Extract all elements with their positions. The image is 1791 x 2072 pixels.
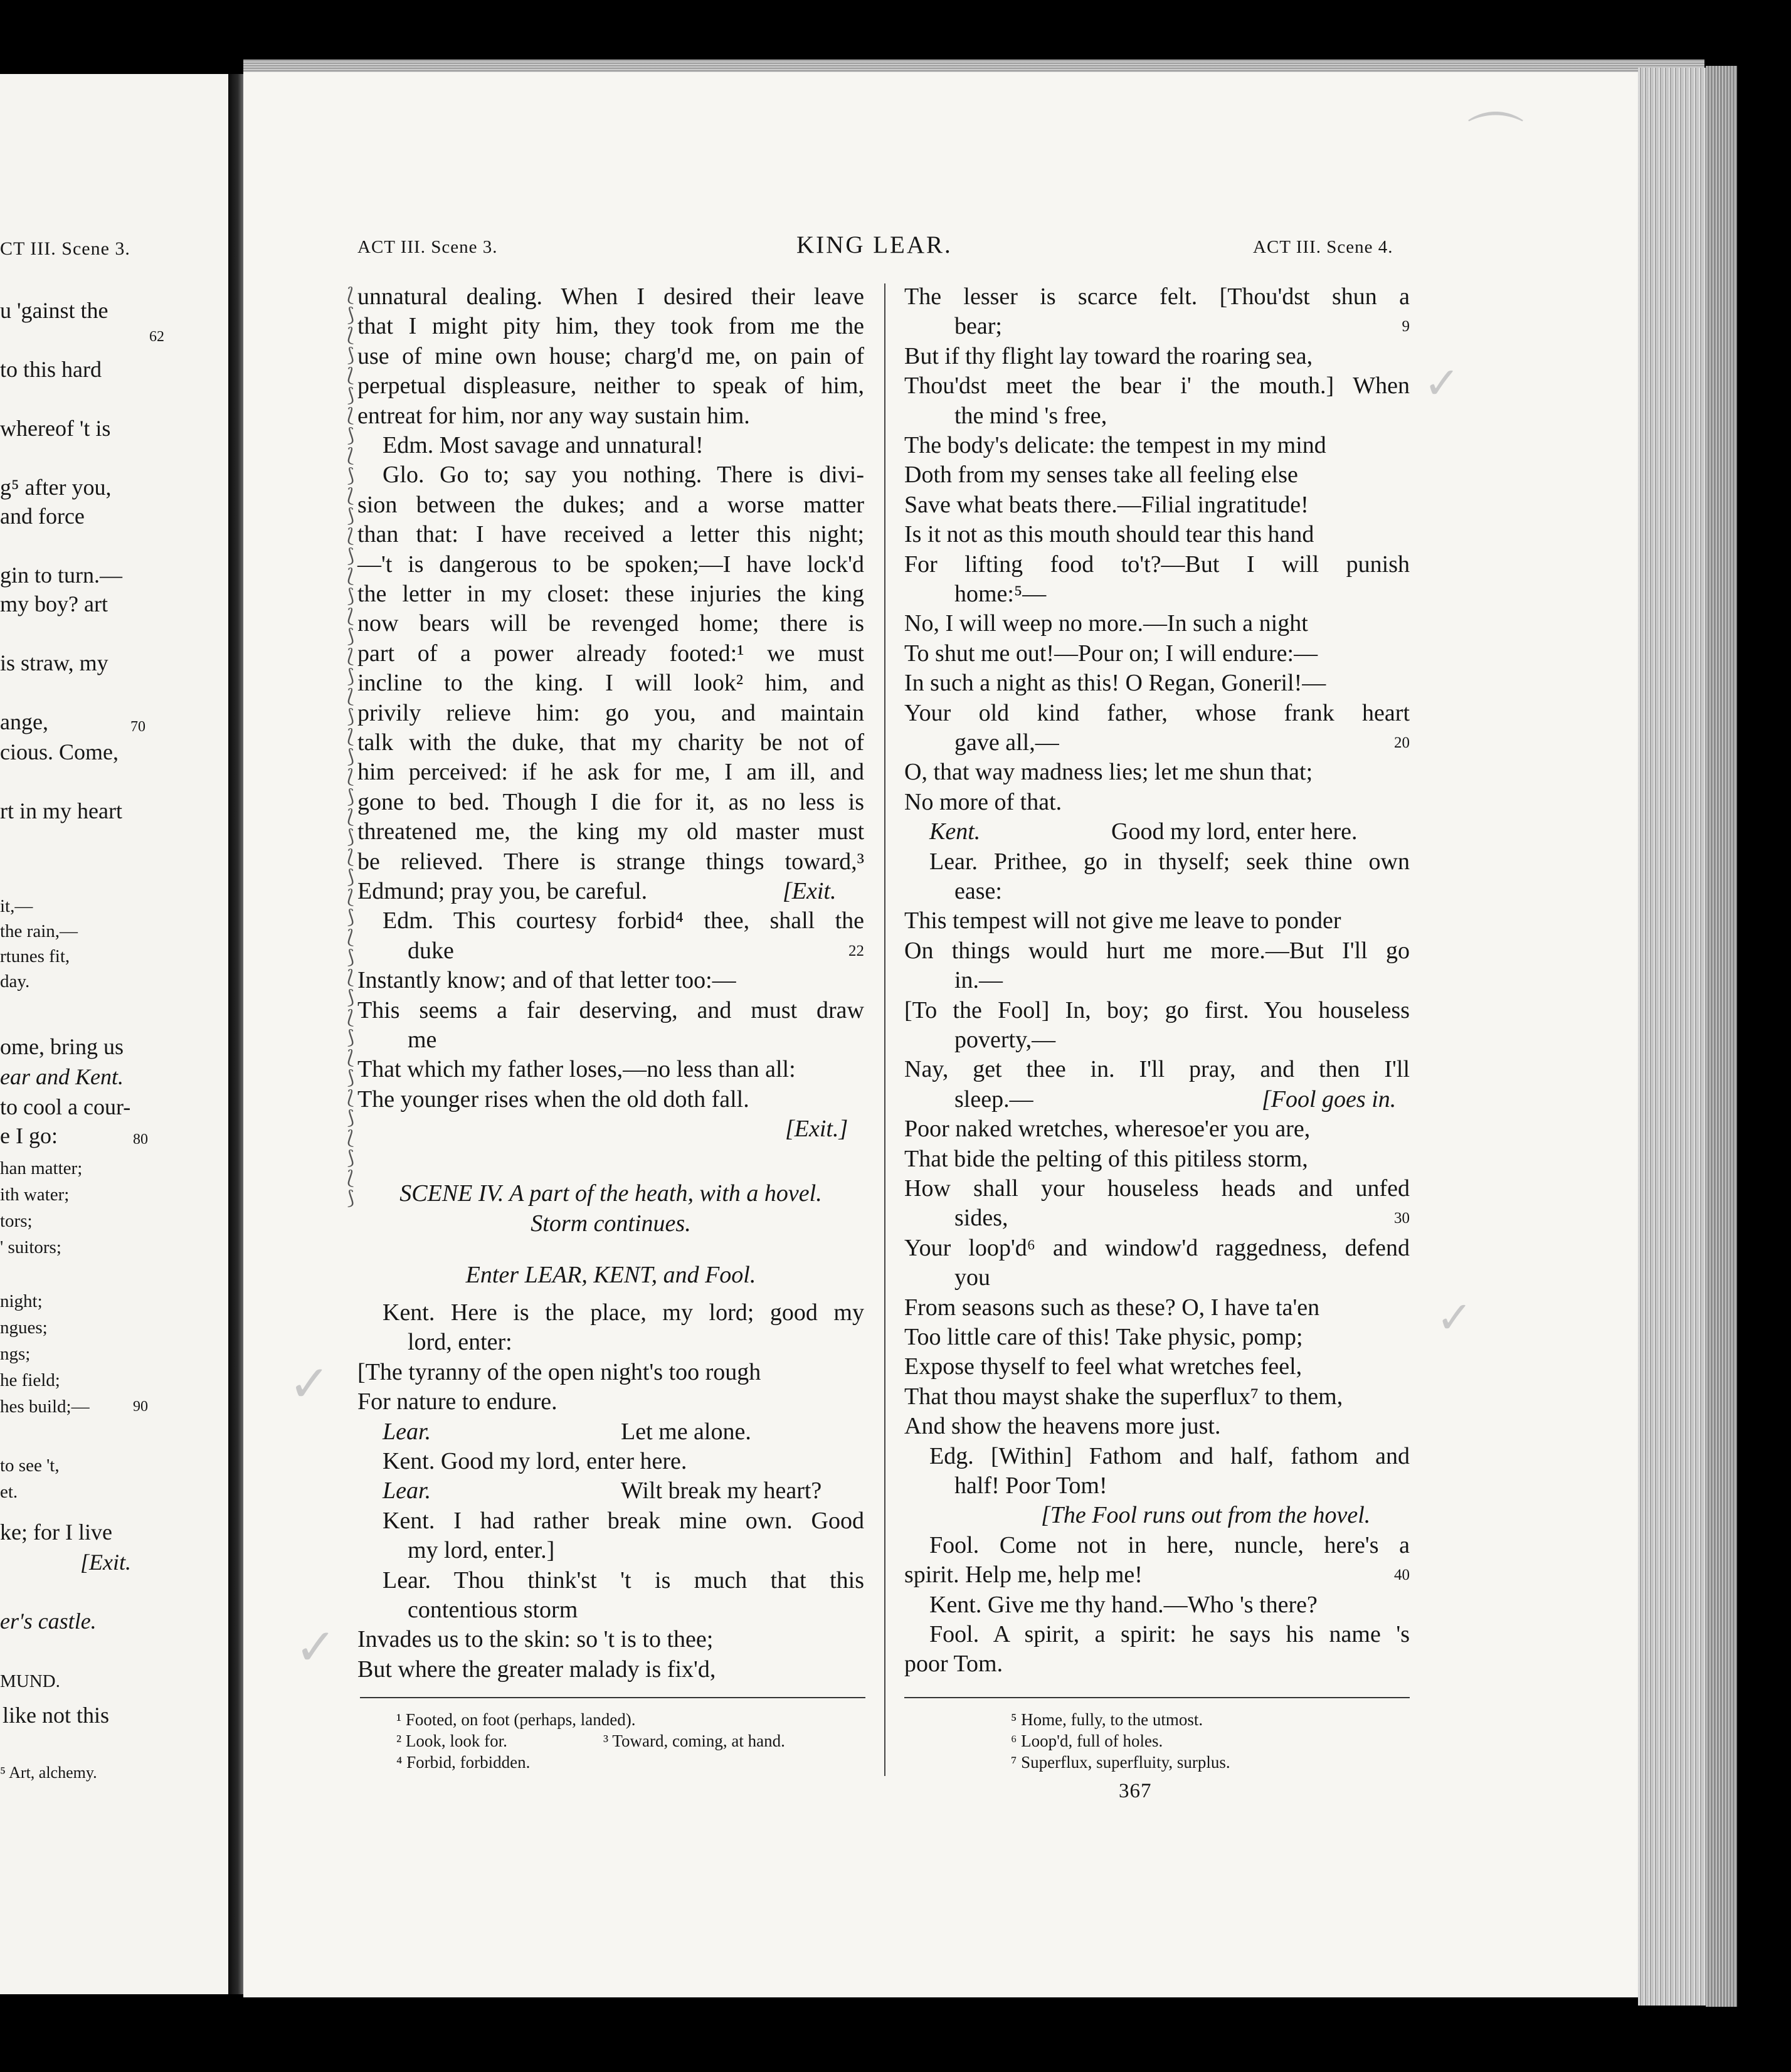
text-line: Nay, get thee in. I'll pray, and then I'll: [904, 1056, 1410, 1083]
text-line: Expose thyself to feel what wretches feel,: [904, 1353, 1302, 1380]
pencil-mark: ⌒: [1467, 107, 1524, 173]
left-line: MUND.: [0, 1671, 60, 1691]
text-line: Kent. Give me thy hand.—Who 's there?: [929, 1591, 1318, 1618]
stage-direction: [Fool goes in.: [1262, 1086, 1397, 1113]
text-line: in.—: [954, 967, 1003, 994]
text-line: me: [408, 1027, 437, 1053]
text-line: Invades us to the skin: so 't is to thee;: [357, 1626, 714, 1653]
line-number: 9: [1402, 318, 1410, 336]
text-line: Glo. Go to; say you nothing. There is divi-: [383, 462, 864, 489]
text-line: Kent. Good my lord, enter here.: [383, 1448, 687, 1474]
left-line: tors;: [0, 1211, 33, 1231]
text-line: bear;: [954, 313, 1002, 340]
text-line: The lesser is scarce felt. [Thou'dst shun a: [904, 283, 1410, 310]
left-line: ' suitors;: [0, 1237, 61, 1257]
text-line: Edg. [Within] Fathom and half, fathom and: [929, 1442, 1410, 1469]
left-line: ith water;: [0, 1185, 70, 1205]
scene-heading: Storm continues.: [531, 1210, 691, 1237]
text-line: That which my father loses,—no less than all:: [357, 1056, 796, 1083]
pencil-check-icon: ✓: [295, 1618, 337, 1676]
text-line: This seems a fair deserving, and must draw: [357, 996, 864, 1023]
text-line: That thou mayst shake the superflux⁷ to them,: [904, 1383, 1343, 1410]
text-line: threatened me, the king my old master must: [357, 818, 864, 845]
text-line: Doth from my senses take all feeling else: [904, 462, 1298, 489]
left-line: to this hard: [0, 357, 102, 382]
left-line: ange,: [0, 709, 48, 734]
left-line: et.: [0, 1482, 18, 1502]
left-line: it,—: [0, 896, 33, 916]
text-line: the mind 's free,: [954, 402, 1107, 429]
left-line-number: 90: [133, 1398, 148, 1415]
left-line: like not this: [3, 1703, 109, 1728]
left-line: ear and Kent.: [0, 1064, 124, 1089]
text-line: than that: I have received a letter this night;: [357, 521, 864, 548]
text-line: For lifting food to't?—But I will punish: [904, 551, 1410, 578]
pencil-check-icon: ✓: [1436, 1292, 1473, 1343]
left-line: u 'gainst the: [0, 298, 108, 323]
footnote: ² Look, look for.: [396, 1731, 507, 1750]
text-line: Edm. This courtesy forbid⁴ thee, shall the: [383, 907, 864, 934]
left-line: day.: [0, 971, 30, 991]
text-line: sleep.—: [954, 1086, 1033, 1113]
text-line: poverty,—: [954, 1027, 1056, 1053]
text-line: Fool. Come not in here, nuncle, here's a: [929, 1531, 1410, 1558]
line-number: 22: [848, 942, 864, 959]
text-line: Let me alone.: [621, 1418, 751, 1445]
text-line: gone to bed. Though I die for it, as no less is: [357, 788, 864, 815]
line-number: 20: [1394, 734, 1410, 751]
text-line: From seasons such as these? O, I have ta'en: [904, 1294, 1320, 1321]
text-line: To shut me out!—Pour on; I will endure:—: [904, 640, 1318, 667]
text-line: Kent. I had rather break mine own. Good: [383, 1507, 864, 1534]
text-line: How shall your houseless heads and unfed: [904, 1175, 1410, 1202]
left-line: ngues;: [0, 1318, 48, 1338]
text-line: Edm. Most savage and unnatural!: [383, 432, 704, 458]
text-line: poor Tom.: [904, 1651, 1003, 1678]
text-line: that I might pity him, they took from me the: [357, 313, 864, 340]
cover-edge: [1706, 66, 1737, 2007]
text-line: On things would hurt me more.—But I'll go: [904, 937, 1410, 964]
text-line: incline to the king. I will look² him, and: [357, 670, 864, 697]
footnote-rule: [904, 1697, 1410, 1698]
text-line: Fool. A spirit, a spirit: he says his name 's: [929, 1621, 1410, 1647]
text-line: gave all,—: [954, 729, 1059, 756]
text-line: Instantly know; and of that letter too:—: [357, 967, 736, 994]
pencil-check-icon: ✓: [1424, 357, 1461, 409]
text-line: Edmund; pray you, be careful.: [357, 878, 648, 904]
text-line: lord, enter:: [408, 1329, 512, 1356]
text-line: be relieved. There is strange things toward,³: [357, 848, 864, 875]
text-line: The body's delicate: the tempest in my mind: [904, 432, 1326, 458]
text-line: No more of that.: [904, 788, 1062, 815]
left-line: to see 't,: [0, 1456, 60, 1476]
text-line: spirit. Help me, help me!: [904, 1562, 1143, 1588]
text-line: —'t is dangerous to be spoken;—I have lock'd: [357, 551, 864, 578]
left-line: [Exit.: [80, 1550, 131, 1575]
footnote: ⁷ Superflux, superfluity, surplus.: [1011, 1753, 1230, 1772]
page-number: 367: [1119, 1780, 1152, 1802]
text-line: Your old kind father, whose frank heart: [904, 699, 1410, 726]
left-line: hes build;—: [0, 1397, 90, 1417]
text-line: perpetual displeasure, neither to speak of him,: [357, 373, 864, 399]
text-line: duke: [408, 937, 454, 964]
text-line: This tempest will not give me leave to ponder: [904, 907, 1341, 934]
left-line: and force: [0, 504, 85, 529]
left-line: rt in my heart: [0, 798, 122, 823]
left-line: is straw, my: [0, 650, 108, 675]
text-line: sides,: [954, 1205, 1008, 1232]
text-line: entreat for him, nor any way sustain him.: [357, 402, 750, 429]
text-line: privily relieve him: go you, and maintain: [357, 699, 864, 726]
left-facing-page: [0, 74, 243, 1994]
left-line: ome, bring us: [0, 1034, 124, 1059]
text-line: ease:: [954, 878, 1002, 904]
text-line: Good my lord, enter here.: [1111, 818, 1358, 845]
text-line: the letter in my closet: these injuries the king: [357, 581, 864, 607]
text-line: Kent. Here is the place, my lord; good my: [383, 1299, 864, 1326]
text-line: [To the Fool] In, boy; go first. You houseless: [904, 996, 1410, 1023]
stage-direction: [The Fool runs out from the hovel.: [1041, 1502, 1371, 1529]
left-line: han matter;: [0, 1158, 83, 1178]
left-line: er's castle.: [0, 1609, 97, 1634]
left-line: ke; for I live: [0, 1520, 112, 1545]
text-line: But if thy flight lay toward the roaring sea,: [904, 342, 1313, 369]
text-line: For nature to endure.: [357, 1388, 557, 1415]
line-number: 40: [1394, 1567, 1410, 1584]
left-line-number: 70: [130, 719, 145, 735]
text-line: part of a power already footed:¹ we must: [357, 640, 864, 667]
left-line: my boy? art: [0, 591, 108, 616]
text-line: Save what beats there.—Filial ingratitude!: [904, 491, 1309, 518]
pencil-check-icon: ✓: [288, 1355, 331, 1413]
left-line: cious. Come,: [0, 739, 119, 764]
text-line: [The tyranny of the open night's too rough: [357, 1358, 761, 1385]
text-line: unnatural dealing. When I desired their leave: [357, 283, 864, 310]
left-line: the rain,—: [0, 921, 78, 941]
line-number: 30: [1394, 1210, 1410, 1227]
left-line: night;: [0, 1291, 43, 1311]
running-head-left: ACT III. Scene 3.: [357, 237, 498, 257]
footnote: ¹ Footed, on foot (perhaps, landed).: [396, 1710, 636, 1729]
page-top-edge: [243, 60, 1704, 73]
footnote-rule: [360, 1697, 865, 1698]
running-head-title: KING LEAR.: [796, 231, 953, 258]
speaker: Lear.: [383, 1418, 431, 1445]
footnote: ⁵ Home, fully, to the utmost.: [1011, 1710, 1203, 1729]
text-line: Is it not as this mouth should tear this hand: [904, 521, 1314, 548]
left-line: gin to turn.—: [0, 563, 122, 588]
left-line: he field;: [0, 1370, 60, 1390]
scene-heading: SCENE IV. A part of the heath, with a hovel.: [399, 1180, 822, 1207]
text-line: Lear. Prithee, go in thyself; seek thine own: [929, 848, 1410, 875]
text-line: sion between the dukes; and a worse matter: [357, 491, 864, 518]
text-line: Thou'dst meet the bear i' the mouth.] When: [904, 373, 1410, 399]
text-line: Lear. Thou think'st 't is much that this: [383, 1567, 864, 1594]
left-running-head: CT III. Scene 3.: [0, 238, 130, 259]
text-line: But where the greater malady is fix'd,: [357, 1656, 716, 1683]
left-line: ngs;: [0, 1344, 31, 1364]
text-line: talk with the duke, that my charity be not of: [357, 729, 864, 756]
text-line: In such a night as this! O Regan, Goneril!—: [904, 670, 1326, 697]
text-line: Your loop'd⁶ and window'd raggedness, defend: [904, 1234, 1410, 1261]
left-line-number: 80: [133, 1131, 148, 1148]
text-line: contentious storm: [408, 1597, 578, 1623]
text-line: my lord, enter.]: [408, 1537, 555, 1564]
text-line: Too little care of this! Take physic, pomp;: [904, 1324, 1303, 1350]
text-line: The younger rises when the old doth fall.: [357, 1086, 749, 1113]
column-divider: [884, 283, 885, 1776]
footnote: ⁶ Loop'd, full of holes.: [1011, 1731, 1163, 1750]
text-line: Poor naked wretches, wheresoe'er you are,: [904, 1116, 1311, 1143]
left-line: rtunes fit,: [0, 946, 70, 966]
text-line: home:⁵—: [954, 581, 1047, 607]
pencil-margin-mark: ⟅ ⟆ ⟅ ⟆ ⟅ ⟆ ⟅ ⟆ ⟅ ⟆ ⟅ ⟆ ⟅ ⟆ ⟅ ⟆ ⟅ ⟆ ⟅ ⟆ ⟅ ⟆ ⟅ ⟆ ⟅ ⟆ ⟅ ⟆ ⟅ ⟆ ⟅ ⟆ ⟅ ⟆ ⟅ ⟆ ⟅ ⟆ ⟅ ⟆ ⟅ ⟆ ⟅ ⟆ ⟅ ⟆: [347, 285, 354, 1208]
text-line: O, that way madness lies; let me shun that;: [904, 759, 1313, 786]
text-line: And show the heavens more just.: [904, 1413, 1221, 1440]
text-line: use of mine own house; charg'd me, on pain of: [357, 342, 864, 369]
left-line: g⁵ after you,: [0, 475, 112, 500]
text-line: That bide the pelting of this pitiless storm,: [904, 1145, 1308, 1172]
speaker: Kent.: [929, 818, 981, 845]
text-line: you: [954, 1264, 990, 1291]
stage-direction: [Exit.: [783, 878, 837, 904]
text-line: half! Poor Tom!: [954, 1472, 1107, 1499]
left-footnote: ⁵ Art, alchemy.: [0, 1763, 97, 1782]
footnote: ³ Toward, coming, at hand.: [603, 1731, 785, 1750]
page-stack-edge: [1638, 68, 1707, 2006]
text-line: Wilt break my heart?: [621, 1477, 822, 1504]
left-line-number: 62: [149, 329, 164, 345]
left-line: to cool a cour-: [0, 1094, 131, 1119]
footnote: ⁴ Forbid, forbidden.: [396, 1753, 531, 1772]
left-line: whereof 't is: [0, 416, 111, 441]
text-line: No, I will weep no more.—In such a night: [904, 610, 1308, 637]
stage-entry: Enter LEAR, KENT, and Fool.: [465, 1262, 756, 1288]
stage-direction: [Exit.]: [785, 1116, 848, 1143]
running-head-right: ACT III. Scene 4.: [1253, 237, 1393, 257]
text-line: him perceived: if he ask for me, I am ill, and: [357, 759, 864, 786]
speaker: Lear.: [383, 1477, 431, 1504]
text-line: now bears will be revenged home; there is: [357, 610, 864, 637]
left-line: e I go:: [0, 1123, 58, 1148]
